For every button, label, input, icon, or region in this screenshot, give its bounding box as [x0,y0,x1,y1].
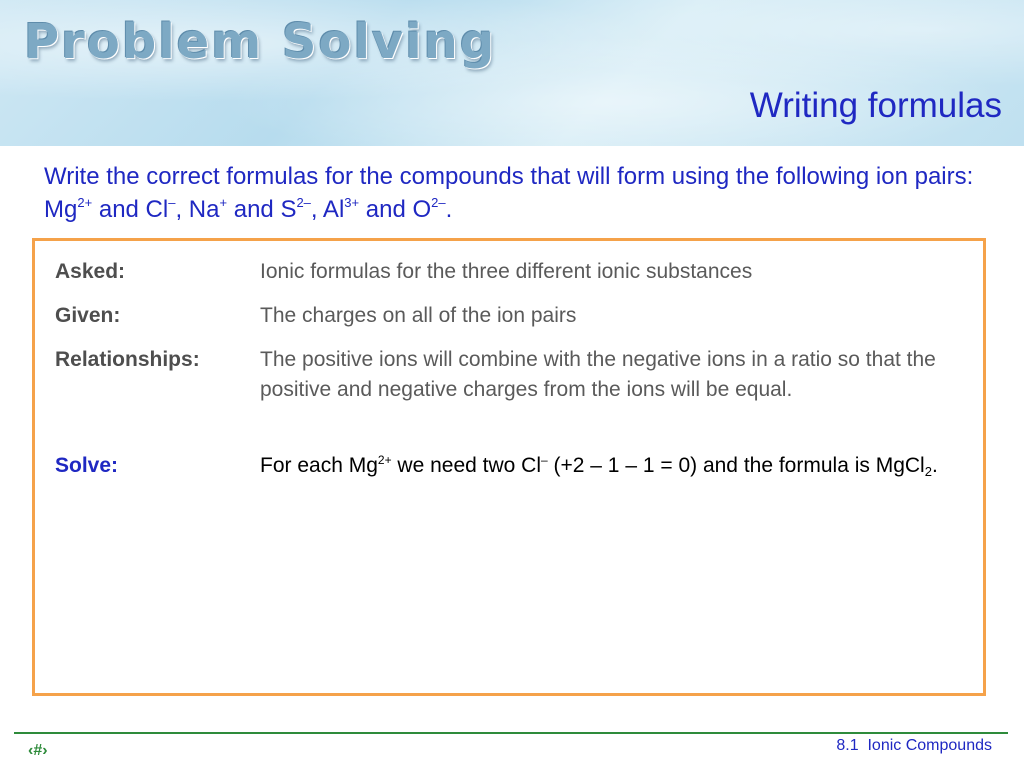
footer-divider [14,732,1008,734]
asked-label: Asked: [55,260,126,283]
solve-value [260,451,960,481]
prompt-text: , Na [175,196,220,223]
prompt-text: Write the correct formulas for the compounds that will form using the following ion pairs: Mg [44,163,974,223]
solve-text: For each Mg [260,454,378,477]
given-label: Given: [55,304,121,327]
solve-superscript: – [541,453,548,467]
header-title: Problem Solving [24,14,497,70]
prompt-superscript: 2– [296,195,311,210]
prompt-superscript: 3+ [344,195,360,210]
problem-prompt [44,160,984,226]
prompt-superscript: 2– [431,195,446,210]
page-number: ‹#› [28,742,48,759]
prompt-text: . [445,196,453,223]
solve-subscript: 2 [924,464,932,479]
solve-label: Solve: [55,454,119,477]
prompt-superscript: – [168,195,176,210]
relationships-label: Relationships: [55,348,200,371]
footer-section-label: 8.1 Ionic Compounds [836,737,992,754]
header-banner [0,0,1024,146]
slide-subtitle: Writing formulas [749,86,1002,125]
solve-superscript: 2+ [377,453,392,467]
asked-value: Ionic formulas for the three different ionic substances [260,260,753,283]
relationships-value: The positive ions will combine with the negative ions in a ratio so that the positive and negative charges from the ions will be equal. [260,348,936,401]
prompt-superscript: + [219,195,228,210]
prompt-text: and S [227,196,297,223]
solve-text: . [931,454,938,477]
solve-text: (+2 – 1 – 1 = 0) and the formula is MgCl [547,454,925,477]
solution-box [32,238,986,696]
solve-text: we need two Cl [391,454,541,477]
prompt-superscript: 2+ [77,195,93,210]
prompt-text: , Al [310,196,345,223]
given-value: The charges on all of the ion pairs [260,304,577,327]
prompt-text: and Cl [92,196,169,223]
prompt-text: and O [359,196,432,223]
